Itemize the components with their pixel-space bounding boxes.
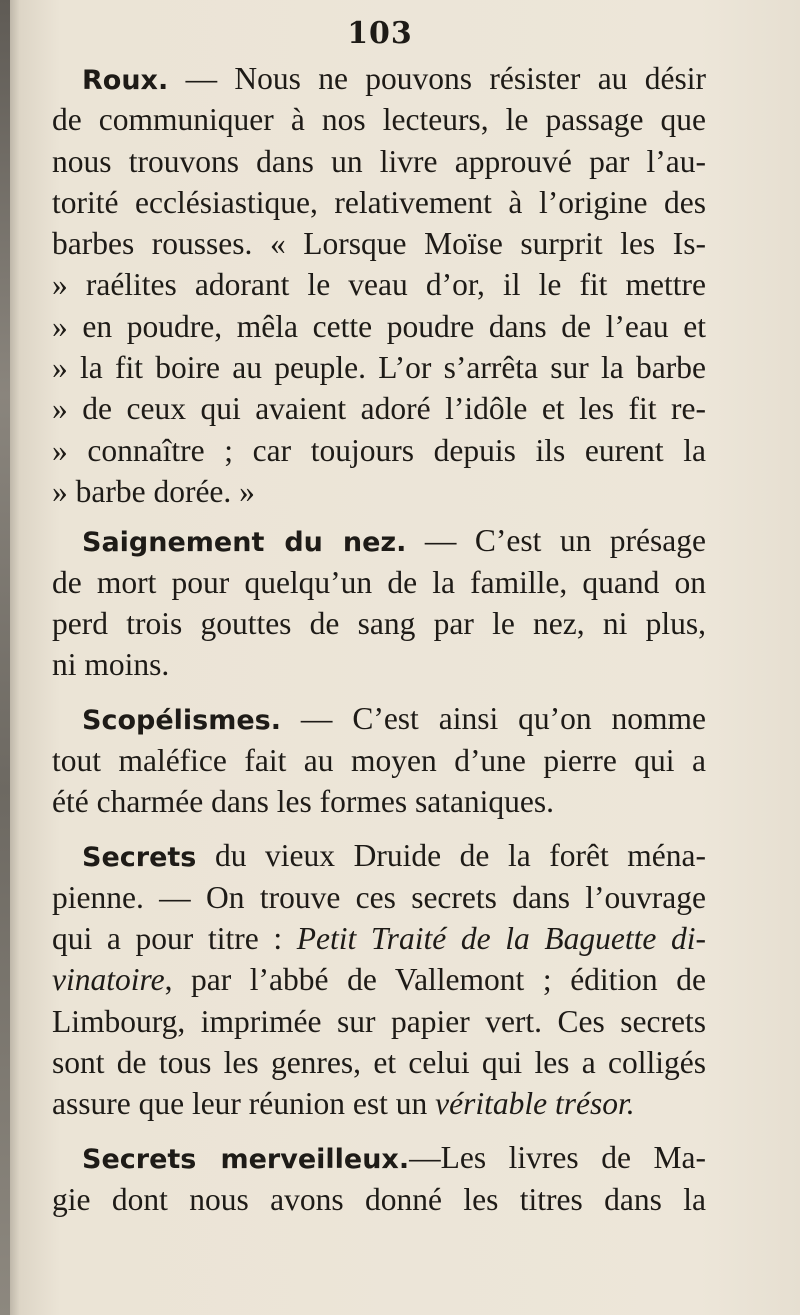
page-number: 103	[347, 16, 413, 51]
page-text	[52, 58, 706, 1220]
entry-heading: Saignement du nez.	[82, 527, 407, 559]
text-line: » de ceux qui avaient adoré l’idôle et les fit re-	[52, 391, 706, 427]
text-line: qui a pour titre : Petit Traité de la Baguette di-	[52, 920, 707, 956]
text-line: de communiquer à nos lecteurs, le passage que	[52, 102, 706, 138]
text-line: barbes rousses. « Lorsque Moïse surprit les Is-	[52, 226, 706, 262]
entry-heading: Secrets	[82, 842, 197, 874]
entry-secrets-druide	[52, 835, 706, 1124]
entry-scopelismes	[52, 698, 706, 822]
emphasis-italic: véritable trésor.	[435, 1086, 635, 1122]
text-line: Saignement du nez. — C’est un présage	[82, 523, 707, 559]
text-line: sont de tous les genres, et celui qui les a colligés	[52, 1044, 706, 1080]
entry-heading: Roux.	[82, 65, 169, 96]
text-line: » la fit boire au peuple. L’or s’arrêta sur la barbe	[52, 350, 706, 386]
text-line: » barbe dorée. »	[52, 473, 255, 509]
entry-roux	[52, 58, 706, 512]
text-line: perd trois gouttes de sang par le nez, ni plus,	[52, 605, 706, 641]
text-line: nous trouvons dans un livre approuvé par l’au-	[52, 143, 706, 179]
page-gutter-shadow	[0, 0, 10, 1315]
text-line: gie dont nous avons donné les titres dans la	[52, 1181, 706, 1217]
text-line: » connaître ; car toujours depuis ils eurent la	[52, 432, 706, 468]
text-line: Limbourg, imprimée sur papier vert. Ces secrets	[52, 1003, 706, 1039]
text-line: » en poudre, mêla cette poudre dans de l’eau et	[52, 308, 706, 344]
text-line: Scopélismes. — C’est ainsi qu’on nomme	[82, 701, 706, 737]
book-title-italic: vinatoire	[52, 962, 165, 998]
text-line: » raélites adorant le veau d’or, il le fit mettre	[52, 267, 706, 303]
text-line: ni moins.	[52, 647, 170, 683]
text-line: pienne. — On trouve ces secrets dans l’ouvrage	[52, 879, 706, 915]
text-line: torité ecclésiastique, relativement à l’origine des	[52, 184, 706, 220]
book-title-italic: Petit Traité de la Baguette di-	[296, 920, 707, 956]
text-line: de mort pour quelqu’un de la famille, quand on	[52, 564, 706, 600]
text-line: Roux. — Nous ne pouvons résister au désir	[82, 61, 706, 96]
text-line: tout maléfice fait au moyen d’une pierre qui a	[52, 742, 706, 778]
text-line: assure que leur réunion est un véritable trésor.	[52, 1086, 635, 1122]
entry-saignement-du-nez	[52, 520, 706, 685]
entry-secrets-merveilleux	[52, 1137, 706, 1220]
text-line: été charmée dans les formes sataniques.	[52, 784, 555, 820]
text-line: Secrets du vieux Druide de la forêt ména-	[82, 838, 706, 874]
entry-heading: Secrets merveilleux.	[82, 1144, 410, 1176]
text-line: Secrets merveilleux.—Les livres de Ma-	[82, 1140, 706, 1176]
entry-heading: Scopélismes.	[82, 705, 281, 737]
text-line: vinatoire, par l’abbé de Vallemont ; édition de	[52, 962, 706, 998]
